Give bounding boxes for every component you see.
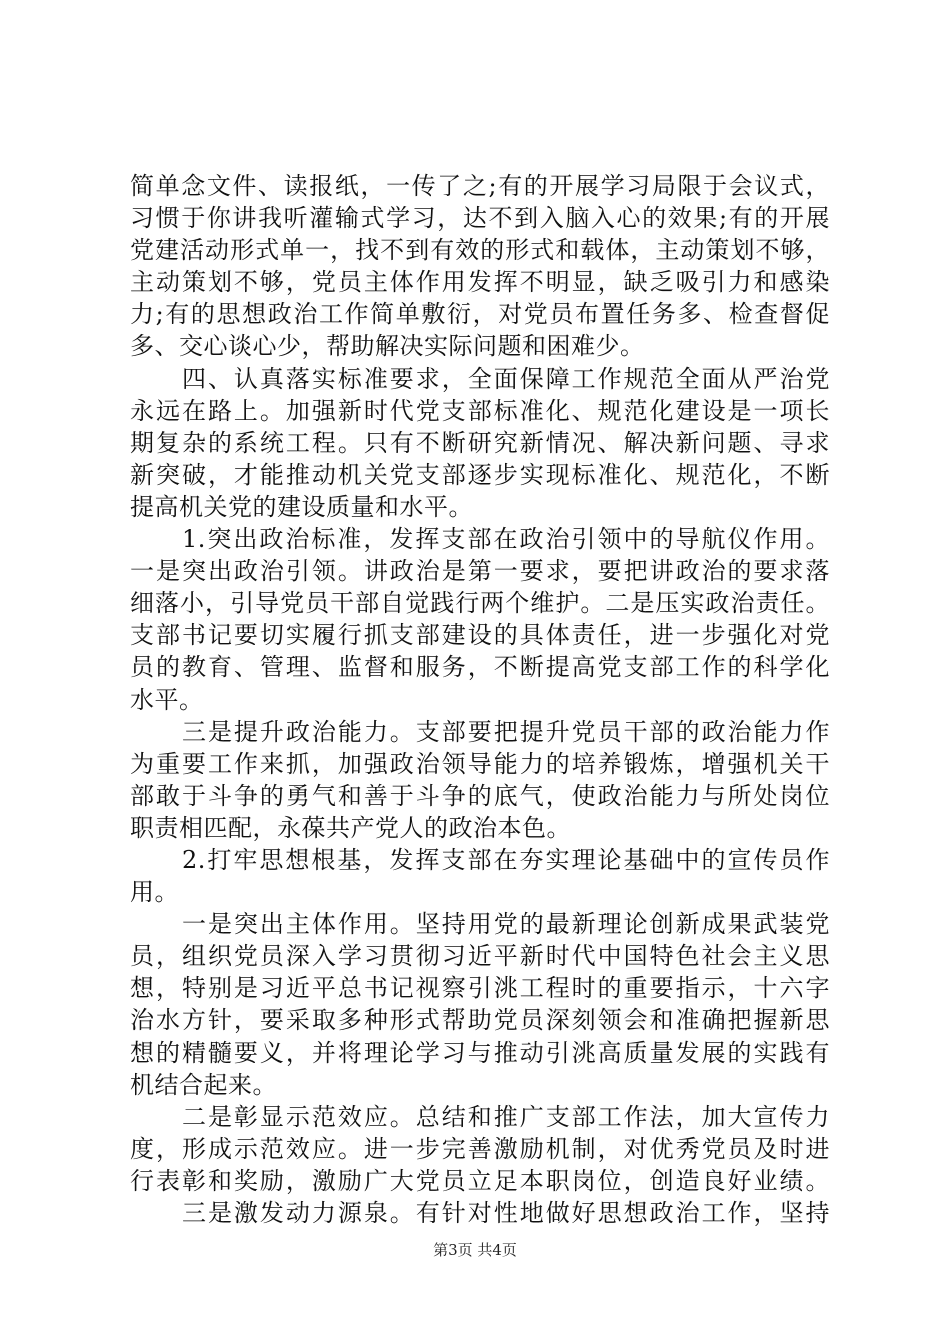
text-line: 为重要工作来抓，加强政治领导能力的培养锻炼，增强机关干 bbox=[130, 749, 830, 778]
text-line: 简单念文件、读报纸，一传了之;有的开展学习局限于会议式， bbox=[130, 172, 830, 200]
text-line: 提高机关党的建设质量和水平。 bbox=[130, 492, 473, 521]
text-line: 用。 bbox=[130, 878, 179, 907]
text-line: 职责相匹配，永葆共产党人的政治本色。 bbox=[130, 813, 571, 842]
text-line: 想，特别是习近平总书记视察引洮工程时的重要指示，十六字 bbox=[130, 974, 830, 1003]
text-line: 期复杂的系统工程。只有不断研究新情况、解决新问题、寻求 bbox=[130, 428, 830, 457]
text-line: 细落小，引导党员干部自觉践行两个维护。二是压实政治责任。 bbox=[130, 589, 830, 618]
text-line: 1.突出政治标准，发挥支部在政治引领中的导航仪作用。 bbox=[130, 525, 830, 554]
text-line: 一是突出主体作用。坚持用党的最新理论创新成果武装党 bbox=[130, 910, 830, 939]
text-line: 行表彰和奖励，激励广大党员立足本职岗位，创造良好业绩。 bbox=[130, 1166, 830, 1195]
text-line: 2.打牢思想根基，发挥支部在夯实理论基础中的宣传员作 bbox=[130, 845, 830, 874]
text-line: 度，形成示范效应。进一步完善激励机制，对优秀党员及时进 bbox=[130, 1134, 830, 1163]
text-line: 永远在路上。加强新时代党支部标准化、规范化建设是一项长 bbox=[130, 396, 830, 425]
text-line: 想的精髓要义，并将理论学习与推动引洮高质量发展的实践有 bbox=[130, 1038, 830, 1067]
text-line: 员的教育、管理、监督和服务，不断提高党支部工作的科学化 bbox=[130, 653, 830, 682]
text-line: 一是突出政治引领。讲政治是第一要求，要把讲政治的要求落 bbox=[130, 557, 830, 586]
text-line: 治水方针，要采取多种形式帮助党员深刻领会和准确把握新思 bbox=[130, 1006, 830, 1035]
text-line: 四、认真落实标准要求，全面保障工作规范全面从严治党 bbox=[130, 364, 830, 393]
text-line: 三是激发动力源泉。有针对性地做好思想政治工作，坚持 bbox=[130, 1199, 830, 1227]
document-body bbox=[130, 170, 830, 1229]
text-line: 部敢于斗争的勇气和善于斗争的底气，使政治能力与所处岗位 bbox=[130, 781, 830, 810]
text-line: 党建活动形式单一，找不到有效的形式和载体，主动策划不够， bbox=[130, 236, 830, 265]
text-line: 水平。 bbox=[130, 685, 204, 714]
text-line: 支部书记要切实履行抓支部建设的具体责任，进一步强化对党 bbox=[130, 621, 830, 650]
text-line: 机结合起来。 bbox=[130, 1070, 277, 1099]
page-footer: 第3页 共4页 bbox=[433, 1241, 517, 1259]
text-line: 新突破，才能推动机关党支部逐步实现标准化、规范化，不断 bbox=[130, 460, 830, 489]
text-line: 多、交心谈心少，帮助解决实际问题和困难少。 bbox=[130, 332, 645, 361]
text-line: 员，组织党员深入学习贯彻习近平新时代中国特色社会主义思 bbox=[130, 942, 830, 971]
text-line: 主动策划不够，党员主体作用发挥不明显，缺乏吸引力和感染 bbox=[130, 268, 830, 297]
text-line: 习惯于你讲我听灌输式学习，达不到入脑入心的效果;有的开展 bbox=[130, 204, 830, 233]
text-line: 力;有的思想政治工作简单敷衍，对党员布置任务多、检查督促 bbox=[130, 300, 830, 329]
text-line: 三是提升政治能力。支部要把提升党员干部的政治能力作 bbox=[130, 717, 830, 746]
text-line: 二是彰显示范效应。总结和推广支部工作法，加大宣传力 bbox=[130, 1102, 830, 1131]
